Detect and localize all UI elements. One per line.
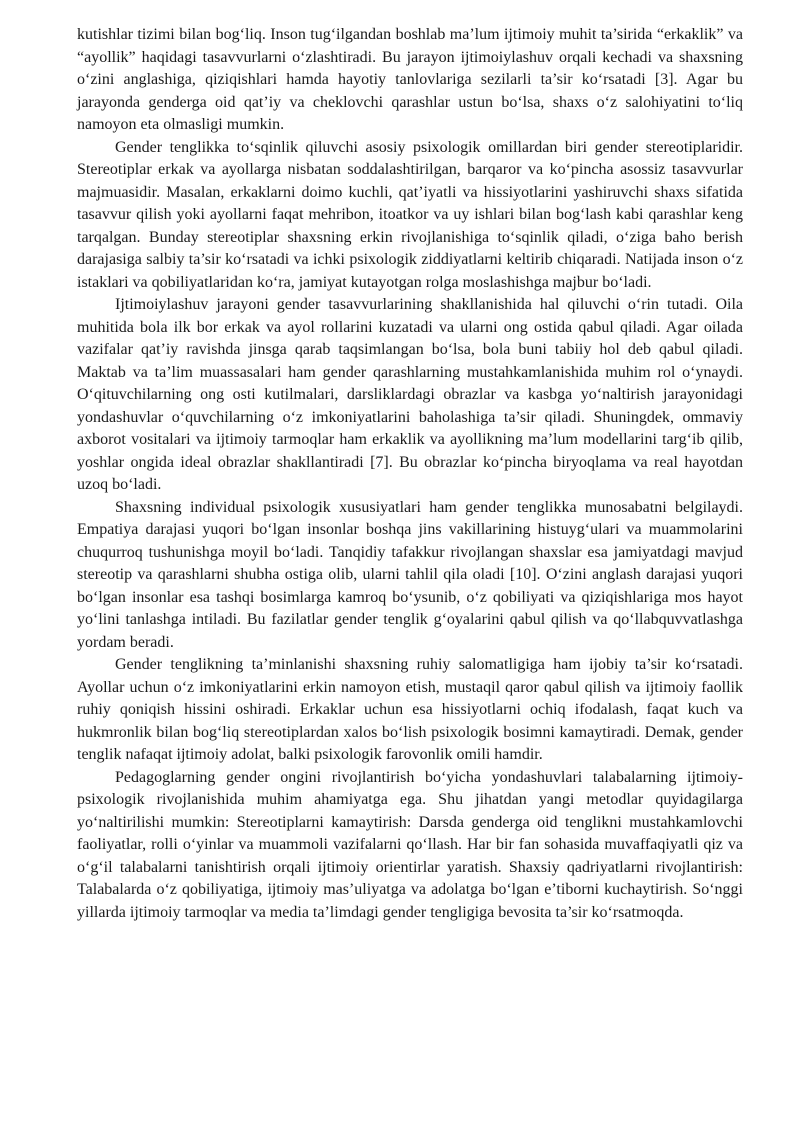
paragraph-individual-traits: Shaxsning individual psixologik xususiyatlari ham gender tenglikka munosabatni belgilaydi. Empatiya darajasi yuqori bo‘lgan insonlar boshqa jins vakillarining histuyg‘ulari va muammolarini chuqurroq tushunishga moyil bo‘ladi. Tanqidiy tafakkur rivojlangan shaxslar esa jamiyatdagi mavjud stereotip va qarashlarni shubha ostiga olib, ularni tahlil qila oladi [10]. O‘zini anglash darajasi yuqori bo‘lgan insonlar esa tashqi bosimlarga kamroq bo‘ysunib, o‘z qobiliyati va qiziqishlariga mos hayot yo‘lini tanlashga intiladi. Bu fazilatlar gender tenglik g‘oyalarini qabul qilish va qo‘llabquvvatlashga yordam beradi. (77, 498, 743, 651)
paragraph-socialization: Ijtimoiylashuv jarayoni gender tasavvurlarining shakllanishida hal qiluvchi o‘rin tutadi. Oila muhitida bola ilk bor erkak va ayol rollarini kuzatadi va ularni ong ostida qabul qiladi. Agar oilada vazifalar qat’iy ravishda jinsga qarab taqsimlangan bo‘lsa, bola buni tabiiy hol deb qabul qiladi. Maktab va ta’lim muassasalari ham gender qarashlarning mustahkamlanishida muhim rol o‘ynaydi. O‘qituvchilarning ong osti kutilmalari, darsliklardagi obrazlar va kasbga yo‘naltirish jarayonidagi yondashuvlar o‘quvchilarning o‘z imkoniyatlarini baholashiga ta’sir qiladi. Shuningdek, ommaviy axborot vositalari va ijtimoiy tarmoqlar ham erkaklik va ayollikning ma’lum modellarini targ‘ib qilib, yoshlar ongida ideal obrazlar shakllantiradi [7]. Bu obrazlar ko‘pincha biryoqlama va real hayotdan uzoq bo‘ladi. (77, 296, 743, 493)
paragraph-pedagogical-approaches: Pedagoglarning gender ongini rivojlantirish bo‘yicha yondashuvlari talabalarning ijtimoiy-psixologik rivojlanishida muhim ahamiyatga ega. Shu jihatdan yangi metodlar quyidagilarga yo‘naltirilishi mumkin: Stereotiplarni kamaytirish: Darsda genderga oid tenglikni mustahkamlovchi faoliyatlar, rolli o‘yinlar va muammoli vazifalarni qo‘llash. Har bir fan sohasida muvaffaqiyatli qiz va o‘g‘il talabalarni tanishtirish orqali ijtimoiy orientirlar yaratish. Shaxsiy qadriyatlarni rivojlantirish: Talabalarda o‘z qobiliyatiga, ijtimoiy mas’uliyatga va adolatga bo‘lgan e’tiborni kuchaytirish. So‘nggi yillarda ijtimoiy tarmoqlar va media ta’limdagi gender tengligiga bevosita ta’sir ko‘rsatmoqda. (77, 768, 743, 921)
document-page (77, 24, 743, 924)
paragraph-gender-stereotypes: Gender tenglikka to‘sqinlik qiluvchi asosiy psixologik omillardan biri gender stereotiplaridir. Stereotiplar erkak va ayollarga nisbatan soddalashtirilgan, barqaror va ko‘pincha asossiz tasavvurlar majmuasidir. Masalan, erkaklarni doimo kuchli, qat’iyatli va hissiyotlarini yashiruvchi shaxs sifatida tasavvur qilish yoki ayollarni faqat mehribon, itoatkor va uy ishlari bilan bog‘lash kabi qarashlar keng tarqalgan. Bunday stereotiplar shaxsning erkin rivojlanishiga to‘sqinlik qiladi, o‘ziga baho berish darajasiga salbiy ta’sir ko‘rsatadi va ichki psixologik ziddiyatlarni keltirib chiqaradi. Natijada inson o‘z istaklari va qobiliyatlaridan ko‘ra, jamiyat kutayotgan rolga moslashishga majbur bo‘ladi. (77, 138, 743, 291)
paragraph-continuation: kutishlar tizimi bilan bog‘liq. Inson tug‘ilgandan boshlab ma’lum ijtimoiy muhit ta’sirida “erkaklik” va “ayollik” haqidagi tasavvurlarni o‘zlashtiradi. Bu jarayon ijtimoiylashuv orqali kechadi va shaxsning o‘zini anglashiga, qiziqishlari hamda hayotiy tanlovlariga sezilarli ta’sir ko‘rsatadi [3]. Agar bu jarayonda genderga oid qat’iy va cheklovchi qarashlar ustun bo‘lsa, shaxs o‘z salohiyatini to‘liq namoyon eta olmasligi mumkin. (77, 26, 743, 133)
paragraph-mental-health: Gender tenglikning ta’minlanishi shaxsning ruhiy salomatligiga ham ijobiy ta’sir ko‘rsatadi. Ayollar uchun o‘z imkoniyatlarini erkin namoyon etish, mustaqil qaror qabul qilish va ijtimoiy faollik ruhiy qoniqish hissini oshiradi. Erkaklar uchun esa hissiyotlarni ochiq ifodalash, faqat kuch va hukmronlik bilan bog‘liq stereotiplardan xalos bo‘lish psixologik bosimni kamaytiradi. Demak, gender tenglik nafaqat ijtimoiy adolat, balki psixologik farovonlik omili hamdir. (77, 656, 743, 763)
